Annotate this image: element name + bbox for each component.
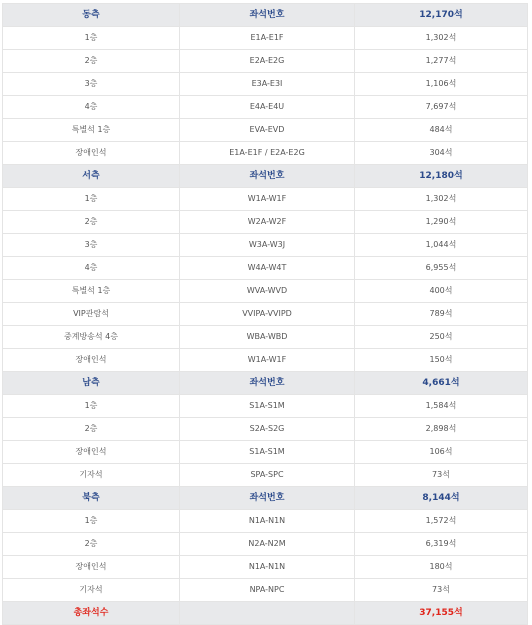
seat-number-header: 좌석번호 bbox=[180, 487, 355, 510]
seat-count-cell: 6,955석 bbox=[355, 257, 528, 280]
seat-range-cell: N1A-N1N bbox=[180, 556, 355, 579]
section-name: 동측 bbox=[3, 4, 180, 27]
table-row bbox=[3, 280, 528, 303]
seat-range-cell: WVA-WVD bbox=[180, 280, 355, 303]
seat-count-cell: 2,898석 bbox=[355, 418, 528, 441]
floor-cell: 2층 bbox=[3, 211, 180, 234]
seat-range-cell: WBA-WBD bbox=[180, 326, 355, 349]
table-row bbox=[3, 579, 528, 602]
seat-range-cell: N2A-N2M bbox=[180, 533, 355, 556]
floor-cell: 1층 bbox=[3, 188, 180, 211]
table-row bbox=[3, 418, 528, 441]
floor-cell: 장애인석 bbox=[3, 142, 180, 165]
seat-number-header: 좌석번호 bbox=[180, 4, 355, 27]
floor-cell: 3층 bbox=[3, 234, 180, 257]
seat-count-cell: 484석 bbox=[355, 119, 528, 142]
table-row bbox=[3, 27, 528, 50]
seat-count-cell: 73석 bbox=[355, 464, 528, 487]
floor-cell: 1층 bbox=[3, 27, 180, 50]
table-row bbox=[3, 556, 528, 579]
seat-count-cell: 73석 bbox=[355, 579, 528, 602]
seat-count-cell: 1,302석 bbox=[355, 27, 528, 50]
table-row bbox=[3, 119, 528, 142]
seat-count-cell: 6,319석 bbox=[355, 533, 528, 556]
grand-total-row bbox=[3, 602, 528, 625]
seat-range-cell: W1A-W1F bbox=[180, 349, 355, 372]
seat-range-cell: SPA-SPC bbox=[180, 464, 355, 487]
table-row bbox=[3, 50, 528, 73]
floor-cell: VIP관람석 bbox=[3, 303, 180, 326]
seat-range-cell: W1A-W1F bbox=[180, 188, 355, 211]
table-row bbox=[3, 395, 528, 418]
floor-cell: 4층 bbox=[3, 257, 180, 280]
seat-count-cell: 789석 bbox=[355, 303, 528, 326]
floor-cell: 장애인석 bbox=[3, 441, 180, 464]
section-name: 남측 bbox=[3, 372, 180, 395]
section-name: 서측 bbox=[3, 165, 180, 188]
seat-range-cell: E4A-E4U bbox=[180, 96, 355, 119]
floor-cell: 4층 bbox=[3, 96, 180, 119]
seat-table-body bbox=[3, 4, 528, 625]
section-header-row bbox=[3, 4, 528, 27]
seat-range-cell: VVIPA-VVIPD bbox=[180, 303, 355, 326]
floor-cell: 3층 bbox=[3, 73, 180, 96]
seat-range-cell: NPA-NPC bbox=[180, 579, 355, 602]
seat-count-cell: 1,302석 bbox=[355, 188, 528, 211]
grand-total-value: 37,155석 bbox=[355, 602, 528, 625]
seat-range-cell: E1A-E1F / E2A-E2G bbox=[180, 142, 355, 165]
section-total: 8,144석 bbox=[355, 487, 528, 510]
table-row bbox=[3, 211, 528, 234]
seat-count-cell: 7,697석 bbox=[355, 96, 528, 119]
seat-range-cell: S2A-S2G bbox=[180, 418, 355, 441]
floor-cell: 2층 bbox=[3, 50, 180, 73]
seat-count-cell: 180석 bbox=[355, 556, 528, 579]
table-row bbox=[3, 96, 528, 119]
seat-range-cell: S1A-S1M bbox=[180, 395, 355, 418]
table-row bbox=[3, 188, 528, 211]
table-row bbox=[3, 441, 528, 464]
seat-range-cell: E3A-E3I bbox=[180, 73, 355, 96]
seat-number-header: 좌석번호 bbox=[180, 372, 355, 395]
seat-range-cell: W2A-W2F bbox=[180, 211, 355, 234]
seat-range-cell: W3A-W3J bbox=[180, 234, 355, 257]
table-row bbox=[3, 510, 528, 533]
floor-cell: 중계방송석 4층 bbox=[3, 326, 180, 349]
empty-cell bbox=[180, 602, 355, 625]
section-total: 12,170석 bbox=[355, 4, 528, 27]
seat-count-cell: 1,290석 bbox=[355, 211, 528, 234]
seat-count-cell: 1,277석 bbox=[355, 50, 528, 73]
section-name: 북측 bbox=[3, 487, 180, 510]
floor-cell: 특별석 1층 bbox=[3, 119, 180, 142]
section-total: 4,661석 bbox=[355, 372, 528, 395]
seat-count-cell: 1,044석 bbox=[355, 234, 528, 257]
seat-count-cell: 1,572석 bbox=[355, 510, 528, 533]
seat-range-cell: N1A-N1N bbox=[180, 510, 355, 533]
section-header-row bbox=[3, 372, 528, 395]
table-row bbox=[3, 142, 528, 165]
floor-cell: 2층 bbox=[3, 418, 180, 441]
seat-count-cell: 1,584석 bbox=[355, 395, 528, 418]
seat-range-cell: E1A-E1F bbox=[180, 27, 355, 50]
floor-cell: 장애인석 bbox=[3, 349, 180, 372]
seat-count-table bbox=[2, 3, 528, 625]
table-row bbox=[3, 303, 528, 326]
table-row bbox=[3, 533, 528, 556]
table-row bbox=[3, 464, 528, 487]
seat-count-cell: 150석 bbox=[355, 349, 528, 372]
seat-count-cell: 1,106석 bbox=[355, 73, 528, 96]
floor-cell: 2층 bbox=[3, 533, 180, 556]
seat-range-cell: EVA-EVD bbox=[180, 119, 355, 142]
seat-count-cell: 304석 bbox=[355, 142, 528, 165]
table-row bbox=[3, 234, 528, 257]
grand-total-label: 총좌석수 bbox=[3, 602, 180, 625]
section-total: 12,180석 bbox=[355, 165, 528, 188]
floor-cell: 특별석 1층 bbox=[3, 280, 180, 303]
table-row bbox=[3, 73, 528, 96]
floor-cell: 장애인석 bbox=[3, 556, 180, 579]
table-row bbox=[3, 349, 528, 372]
floor-cell: 1층 bbox=[3, 395, 180, 418]
seat-count-cell: 250석 bbox=[355, 326, 528, 349]
floor-cell: 기자석 bbox=[3, 464, 180, 487]
section-header-row bbox=[3, 165, 528, 188]
seat-count-cell: 106석 bbox=[355, 441, 528, 464]
floor-cell: 기자석 bbox=[3, 579, 180, 602]
table-row bbox=[3, 326, 528, 349]
seat-count-cell: 400석 bbox=[355, 280, 528, 303]
seat-range-cell: W4A-W4T bbox=[180, 257, 355, 280]
section-header-row bbox=[3, 487, 528, 510]
seat-range-cell: S1A-S1M bbox=[180, 441, 355, 464]
seat-number-header: 좌석번호 bbox=[180, 165, 355, 188]
floor-cell: 1층 bbox=[3, 510, 180, 533]
table-row bbox=[3, 257, 528, 280]
seat-range-cell: E2A-E2G bbox=[180, 50, 355, 73]
